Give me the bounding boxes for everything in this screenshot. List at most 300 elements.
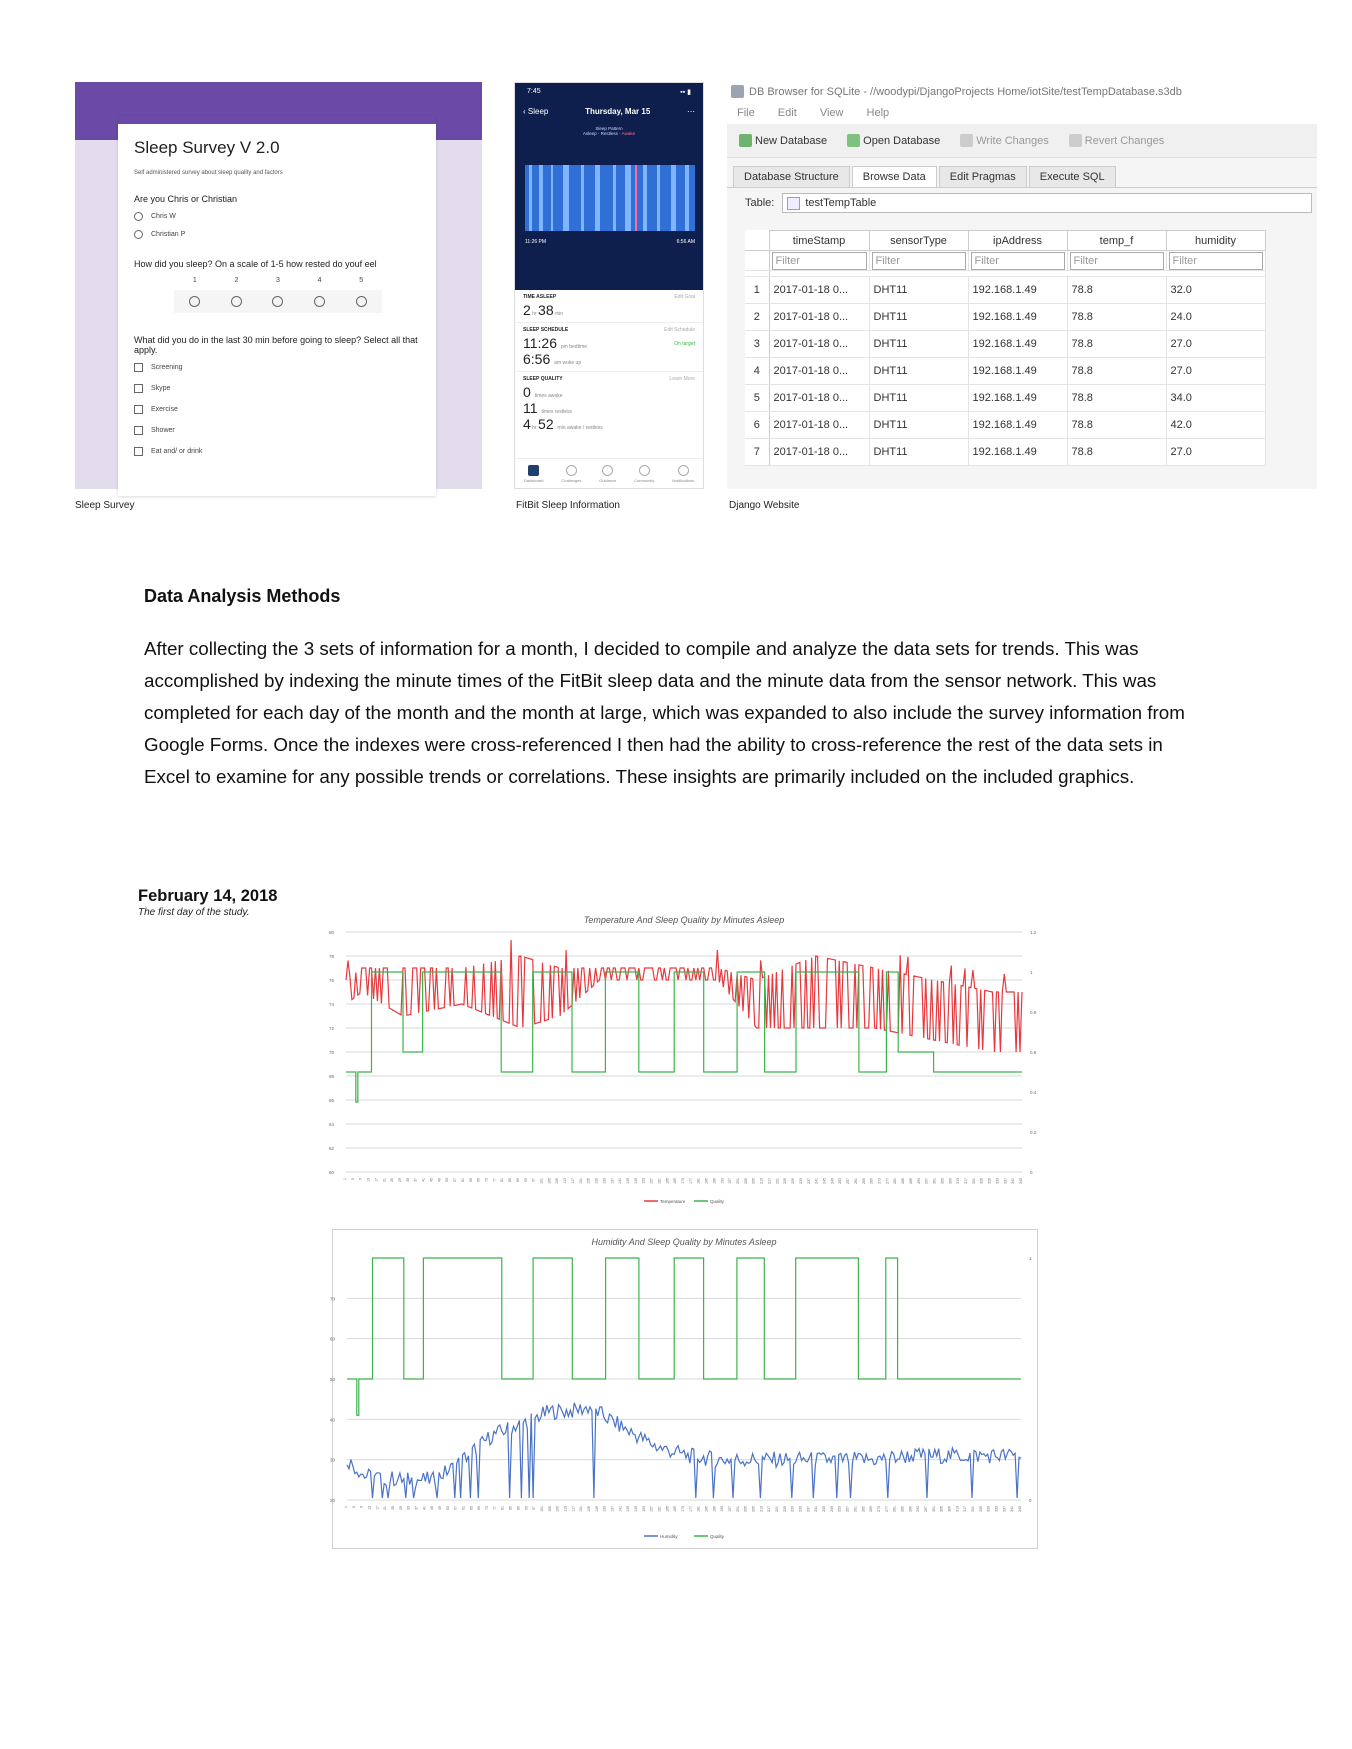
table-row[interactable]: [745, 385, 1265, 412]
x-tick-label: 249: [829, 1506, 834, 1512]
y-tick-label: 66: [328, 1098, 334, 1103]
x-tick-label: 257: [846, 1178, 851, 1184]
table-cell[interactable]: 192.168.1.49: [968, 277, 1067, 304]
x-tick-label: 125: [586, 1506, 591, 1512]
x-tick-label: 289: [908, 1178, 913, 1184]
survey-caption: Sleep Survey: [75, 500, 135, 511]
table-cell[interactable]: 32.0: [1166, 277, 1265, 304]
x-tick-label: 77: [492, 1178, 497, 1182]
x-tick-label: 293: [916, 1178, 921, 1184]
x-tick-label: 273: [877, 1178, 882, 1184]
y-tick-label: 60: [328, 1170, 334, 1175]
battery-icon: ▪▪ ▮: [680, 89, 691, 96]
legend-label: Quality: [710, 1199, 725, 1204]
series-line-humidity: [347, 1403, 1021, 1498]
table-cell[interactable]: 34.0: [1166, 385, 1265, 412]
scale-radio-2[interactable]: [231, 296, 242, 307]
survey-option-christian[interactable]: [134, 230, 420, 239]
option-label: Shower: [151, 427, 175, 434]
revert-changes-button[interactable]: [1069, 134, 1165, 147]
x-tick-label: 245: [822, 1178, 827, 1184]
learn-more-link[interactable]: Learn More: [669, 376, 695, 382]
table-cell[interactable]: 192.168.1.49: [968, 439, 1067, 466]
chart-title: Humidity And Sleep Quality by Minutes Asleep: [591, 1237, 777, 1247]
table-cell[interactable]: 192.168.1.49: [968, 385, 1067, 412]
x-tick-label: 125: [586, 1178, 591, 1184]
fitbit-nav: [515, 101, 703, 122]
x-tick-label: 97: [532, 1506, 537, 1510]
x-tick-label: 49: [438, 1506, 443, 1510]
corner-cell: [745, 231, 769, 251]
x-tick-label: 21: [383, 1506, 388, 1510]
x-tick-label: 105: [547, 1506, 552, 1512]
filter-input[interactable]: Filter: [971, 252, 1065, 270]
column-header[interactable]: sensorType: [869, 231, 968, 251]
menu-view[interactable]: View: [819, 107, 844, 119]
x-tick-label: 177: [688, 1506, 693, 1512]
y-tick-label: 64: [328, 1122, 334, 1127]
table-cell[interactable]: 2017-01-18 0...: [769, 304, 869, 331]
y2-tick-label: 0.8: [1030, 1010, 1037, 1015]
filter-cell: [869, 251, 968, 271]
edit-goal-link[interactable]: Edit Goal: [674, 294, 695, 300]
x-tick-label: 69: [476, 1178, 481, 1182]
y2-tick-label: 0.2: [1030, 1130, 1037, 1135]
table-cell[interactable]: 2017-01-18 0...: [769, 277, 869, 304]
y2-tick-label: 1: [1029, 1256, 1032, 1261]
column-header[interactable]: timeStamp: [769, 231, 869, 251]
x-tick-label: 181: [696, 1506, 701, 1512]
x-tick-label: 117: [570, 1178, 575, 1184]
y2-tick-label: 1.2: [1030, 930, 1037, 935]
table-cell[interactable]: 192.168.1.49: [968, 331, 1067, 358]
back-label: Sleep: [527, 107, 549, 116]
asleep-minutes: 38: [538, 302, 554, 318]
x-tick-label: 213: [759, 1178, 764, 1184]
table-cell[interactable]: 2017-01-18 0...: [769, 358, 869, 385]
new-database-button[interactable]: [739, 134, 827, 147]
x-tick-label: 217: [767, 1506, 772, 1512]
temperature-chart: [328, 900, 1038, 1220]
survey-check-exercise[interactable]: [134, 405, 420, 414]
tab-edit-pragmas[interactable]: Edit Pragmas: [939, 166, 1027, 187]
column-header[interactable]: humidity: [1166, 231, 1265, 251]
fitbit-header: [515, 83, 703, 290]
sleep-end: 6:56 AM: [676, 239, 695, 245]
x-tick-label: 141: [618, 1506, 623, 1512]
nav-community[interactable]: [634, 465, 654, 483]
menu-file[interactable]: File: [737, 107, 755, 119]
db-caption: Django Website: [729, 500, 800, 511]
x-tick-label: 309: [947, 1506, 952, 1512]
phone-status-bar: [515, 83, 703, 101]
y-tick-label: 70: [329, 1296, 335, 1302]
filter-cell: [1166, 251, 1265, 271]
x-tick-label: 1: [343, 1178, 347, 1180]
x-tick-label: 145: [626, 1506, 631, 1512]
filter-cell: [1067, 251, 1166, 271]
survey-check-eat[interactable]: [134, 447, 420, 456]
menu-help[interactable]: Help: [866, 107, 890, 119]
x-tick-label: 169: [673, 1506, 678, 1512]
chat-icon: [678, 465, 689, 476]
nav-guidance[interactable]: [599, 465, 616, 483]
x-tick-label: 129: [594, 1506, 599, 1512]
table-cell[interactable]: 27.0: [1166, 439, 1265, 466]
x-tick-label: 209: [751, 1506, 756, 1512]
back-button[interactable]: ‹ Sleep: [523, 107, 549, 116]
legend-restless: Restless: [600, 131, 618, 136]
x-tick-label: 337: [1002, 1506, 1007, 1512]
x-tick-label: 237: [806, 1178, 811, 1184]
fitbit-bottom-nav: [515, 458, 703, 488]
x-tick-label: 73: [484, 1178, 489, 1182]
checkbox-icon[interactable]: [134, 363, 143, 372]
table-row[interactable]: [745, 412, 1265, 439]
x-tick-label: 177: [688, 1178, 693, 1184]
x-tick-label: 9: [358, 1178, 363, 1180]
compass-icon: [602, 465, 613, 476]
survey-question-2: How did you sleep? On a scale of 1-5 how rested do youf eel: [134, 259, 377, 269]
filter-input[interactable]: Filter: [772, 252, 867, 270]
x-tick-label: 173: [681, 1506, 685, 1512]
x-tick-label: 157: [649, 1178, 654, 1184]
x-tick-label: 309: [948, 1178, 953, 1184]
table-row[interactable]: [745, 358, 1265, 385]
on-target-badge: On target: [674, 341, 695, 347]
temperature-chart-svg: [328, 900, 1038, 1220]
table-cell[interactable]: 2017-01-18 0...: [769, 331, 869, 358]
humidity-chart: [329, 1229, 1038, 1549]
x-tick-label: 9: [359, 1506, 364, 1508]
option-label: Chris W: [151, 213, 176, 220]
y-tick-label: 74: [328, 1002, 334, 1007]
x-tick-label: 253: [837, 1506, 842, 1512]
x-tick-label: 257: [845, 1506, 850, 1512]
y-tick-label: 30: [329, 1457, 335, 1463]
x-tick-label: 305: [939, 1506, 944, 1512]
table-cell[interactable]: DHT11: [869, 304, 968, 331]
x-tick-label: 109: [555, 1506, 560, 1512]
legend-label: Temperature: [660, 1199, 686, 1204]
survey-check-screening[interactable]: [134, 363, 420, 372]
scale-label: 3: [276, 277, 280, 284]
x-tick-label: 241: [814, 1506, 819, 1512]
table-cell[interactable]: DHT11: [869, 331, 968, 358]
x-tick-label: 185: [704, 1506, 709, 1512]
x-tick-label: 33: [405, 1178, 410, 1182]
asleep-hours: 2: [523, 302, 531, 318]
x-tick-label: 269: [869, 1178, 874, 1184]
x-tick-label: 77: [492, 1506, 497, 1510]
y-tick-label: 60: [329, 1336, 335, 1342]
table-cell[interactable]: 78.8: [1067, 304, 1166, 331]
x-tick-label: 281: [893, 1178, 898, 1184]
x-tick-label: 101: [539, 1178, 544, 1184]
scale-radio-3[interactable]: [272, 296, 283, 307]
x-tick-label: 201: [736, 1178, 741, 1184]
column-header[interactable]: ipAddress: [968, 231, 1067, 251]
table-cell[interactable]: 2017-01-18 0...: [769, 439, 869, 466]
x-tick-label: 57: [453, 1506, 458, 1510]
schedule-label: SLEEP SCHEDULE: [523, 327, 569, 333]
humidity-chart-svg: [329, 1230, 1037, 1548]
x-tick-label: 65: [468, 1178, 473, 1182]
table-row[interactable]: [745, 331, 1265, 358]
tab-browse-data[interactable]: Browse Data: [852, 166, 937, 187]
x-tick-label: 29: [398, 1506, 403, 1510]
scale-radio-1[interactable]: [189, 296, 200, 307]
x-tick-label: 149: [633, 1506, 638, 1512]
header-row: [745, 231, 1265, 251]
x-tick-label: 61: [461, 1506, 466, 1510]
radio-icon[interactable]: [134, 212, 143, 221]
x-tick-label: 37: [414, 1506, 419, 1510]
x-tick-label: 313: [956, 1178, 961, 1184]
scale-radio-4[interactable]: [314, 296, 325, 307]
x-tick-label: 53: [445, 1178, 450, 1182]
x-tick-label: 49: [437, 1178, 442, 1182]
x-tick-label: 1: [344, 1506, 348, 1508]
awake-unit: times awake: [534, 393, 563, 399]
x-tick-label: 121: [578, 1178, 583, 1184]
x-tick-label: 33: [406, 1506, 411, 1510]
table-cell[interactable]: 24.0: [1166, 304, 1265, 331]
x-tick-label: 193: [720, 1178, 725, 1184]
x-tick-label: 165: [665, 1506, 670, 1512]
table-cell[interactable]: 27.0: [1166, 331, 1265, 358]
table-cell[interactable]: 78.8: [1067, 412, 1166, 439]
y-tick-label: 76: [328, 978, 334, 983]
x-tick-label: 93: [523, 1178, 528, 1182]
db-window-title: DB Browser for SQLite - //woodypi/DjangoProjects Home/iotSite/testTempDatabase.s3db: [749, 86, 1182, 98]
series-line-quality: [346, 972, 1022, 1102]
sleep-quality-section: SLEEP QUALITY Learn More 0 times awake 11 times restless 4 hr 52 min awake / restless: [523, 376, 695, 432]
survey-scale-labels: [174, 277, 382, 284]
y-tick-label: 80: [328, 930, 334, 935]
filter-input[interactable]: Filter: [1169, 252, 1263, 270]
x-tick-label: 285: [901, 1178, 906, 1184]
db-toolbar: [727, 124, 1317, 158]
x-tick-label: 97: [531, 1178, 536, 1182]
survey-check-shower[interactable]: [134, 426, 420, 435]
x-tick-label: 117: [571, 1506, 576, 1512]
chart-title: Temperature And Sleep Quality by Minutes Asleep: [583, 915, 785, 925]
table-cell[interactable]: 192.168.1.49: [968, 358, 1067, 385]
x-tick-label: 253: [838, 1178, 843, 1184]
x-tick-label: 161: [657, 1178, 662, 1184]
column-header[interactable]: temp_f: [1067, 231, 1166, 251]
x-tick-label: 89: [516, 1506, 521, 1510]
sleep-start: 11:26 PM: [525, 239, 547, 245]
table-cell[interactable]: DHT11: [869, 385, 968, 412]
x-tick-label: 269: [869, 1506, 874, 1512]
status-time: 7:45: [527, 88, 541, 95]
x-tick-label: 113: [563, 1178, 568, 1184]
option-label: Skype: [151, 385, 171, 392]
table-cell[interactable]: DHT11: [869, 277, 968, 304]
table-icon: [787, 197, 800, 210]
write-changes-icon: [960, 134, 973, 147]
x-tick-label: 233: [798, 1178, 803, 1184]
nav-label: Guidance: [599, 477, 617, 483]
filter-input[interactable]: Filter: [1070, 252, 1164, 270]
x-tick-label: 13: [367, 1506, 372, 1510]
series-line-quality: [347, 1258, 1021, 1415]
table-select[interactable]: [782, 193, 1312, 213]
checkbox-icon[interactable]: [134, 426, 143, 435]
sleep-time-range: [525, 239, 695, 245]
table-cell[interactable]: 78.8: [1067, 331, 1166, 358]
bedtime: 11:26: [523, 335, 557, 351]
x-tick-label: 289: [908, 1506, 913, 1512]
checkbox-icon[interactable]: [134, 447, 143, 456]
table-cell[interactable]: 78.8: [1067, 277, 1166, 304]
x-tick-label: 221: [775, 1506, 780, 1512]
awake-count: 0: [523, 384, 531, 400]
survey-check-skype[interactable]: [134, 384, 420, 393]
y-tick-label: 20: [329, 1498, 335, 1503]
table-cell[interactable]: 2017-01-18 0...: [769, 412, 869, 439]
tab-database-structure[interactable]: Database Structure: [733, 166, 850, 187]
x-tick-label: 333: [994, 1506, 999, 1512]
x-tick-label: 273: [876, 1506, 881, 1512]
x-tick-label: 197: [728, 1178, 733, 1184]
x-tick-label: 297: [924, 1178, 929, 1184]
x-tick-label: 205: [743, 1178, 748, 1184]
x-tick-label: 225: [782, 1506, 787, 1512]
x-tick-label: 181: [696, 1178, 701, 1184]
x-tick-label: 321: [970, 1506, 975, 1512]
filter-input[interactable]: Filter: [872, 252, 966, 270]
x-tick-label: 265: [861, 1178, 866, 1184]
fitbit-caption: FitBit Sleep Information: [516, 500, 620, 511]
x-tick-label: 297: [923, 1506, 928, 1512]
restless-count: 11: [523, 400, 538, 416]
day-title: February 14, 2018: [138, 887, 278, 905]
row-number: 5: [745, 385, 769, 412]
x-tick-label: 5: [351, 1506, 356, 1508]
table-cell[interactable]: 192.168.1.49: [968, 304, 1067, 331]
table-cell[interactable]: 42.0: [1166, 412, 1265, 439]
x-tick-label: 337: [1003, 1178, 1008, 1184]
x-tick-label: 189: [712, 1506, 717, 1512]
db-menu-bar: [727, 102, 1317, 124]
awake-restless-hours: 4: [523, 416, 531, 432]
checkbox-icon[interactable]: [134, 405, 143, 414]
x-tick-label: 225: [783, 1178, 788, 1184]
revert-changes-icon: [1069, 134, 1082, 147]
x-tick-label: 197: [728, 1506, 733, 1512]
table-row[interactable]: [745, 277, 1265, 304]
x-tick-label: 145: [625, 1178, 630, 1184]
table-cell[interactable]: 78.8: [1067, 439, 1166, 466]
toolbar-label: Open Database: [863, 134, 941, 147]
x-tick-label: 25: [390, 1178, 395, 1182]
sleep-pattern-bars: [525, 165, 695, 231]
table-cell[interactable]: 78.8: [1067, 358, 1166, 385]
edit-schedule-link[interactable]: Edit Schedule: [664, 327, 695, 333]
survey-option-chris[interactable]: [134, 212, 420, 221]
fitbit-screenshot: [514, 82, 704, 489]
x-tick-label: 301: [931, 1506, 936, 1512]
scale-radio-5[interactable]: [356, 296, 367, 307]
nav-label: Community: [634, 477, 655, 483]
x-tick-label: 141: [618, 1178, 623, 1184]
legend-asleep: Asleep: [582, 131, 597, 136]
db-title-bar: [727, 82, 1317, 102]
community-icon: [639, 465, 650, 476]
x-tick-label: 173: [681, 1178, 685, 1184]
filter-row: [745, 251, 1265, 271]
row-number: 6: [745, 412, 769, 439]
x-tick-label: 321: [971, 1178, 976, 1184]
nav-dashboard[interactable]: [524, 465, 544, 483]
checkbox-icon[interactable]: [134, 384, 143, 393]
write-changes-button[interactable]: [960, 134, 1049, 147]
db-tabs: [727, 162, 1317, 188]
x-tick-label: 261: [853, 1506, 858, 1512]
x-tick-label: 17: [375, 1506, 380, 1510]
x-tick-label: 13: [366, 1178, 371, 1182]
option-label: Christian P: [151, 231, 186, 238]
table-row[interactable]: [745, 439, 1265, 466]
x-tick-label: 113: [563, 1506, 568, 1512]
table-row[interactable]: [745, 304, 1265, 331]
table-cell[interactable]: 2017-01-18 0...: [769, 385, 869, 412]
scale-label: 2: [234, 277, 239, 284]
more-icon[interactable]: ⋯: [686, 107, 695, 116]
y-tick-label: 40: [329, 1417, 335, 1423]
legend-title: Sleep Pattern: [595, 126, 623, 131]
x-tick-label: 261: [853, 1178, 858, 1184]
scale-label: 1: [192, 277, 197, 284]
table-cell[interactable]: 27.0: [1166, 358, 1265, 385]
tab-execute-sql[interactable]: Execute SQL: [1029, 166, 1116, 187]
challenges-icon: [566, 465, 577, 476]
nav-notifications[interactable]: [672, 465, 694, 483]
x-tick-label: 189: [712, 1178, 717, 1184]
radio-icon[interactable]: [134, 230, 143, 239]
x-tick-label: 317: [963, 1506, 968, 1512]
x-tick-label: 109: [555, 1178, 560, 1184]
table-cell[interactable]: DHT11: [869, 439, 968, 466]
x-tick-label: 213: [759, 1506, 764, 1512]
nav-challenges[interactable]: [561, 465, 581, 483]
survey-question-1: Are you Chris or Christian: [134, 194, 238, 204]
table-cell[interactable]: 78.8: [1067, 385, 1166, 412]
x-tick-label: 57: [453, 1178, 458, 1182]
x-tick-label: 293: [916, 1506, 921, 1512]
x-tick-label: 89: [515, 1178, 520, 1182]
x-tick-label: 345: [1018, 1506, 1022, 1512]
option-label: Eat and/ or drink: [151, 448, 203, 455]
menu-edit[interactable]: Edit: [777, 107, 797, 119]
survey-screenshot: [75, 82, 482, 489]
x-tick-label: 105: [547, 1178, 552, 1184]
filter-cell: [769, 251, 869, 271]
table-cell[interactable]: 192.168.1.49: [968, 412, 1067, 439]
x-tick-label: 165: [665, 1178, 670, 1184]
x-tick-label: 341: [1010, 1506, 1015, 1512]
table-cell[interactable]: DHT11: [869, 412, 968, 439]
bedtime-unit: pm bedtime: [560, 344, 588, 350]
open-database-button[interactable]: [847, 134, 940, 147]
toolbar-label: New Database: [755, 134, 828, 147]
awake-restless-unit: min awake / restless: [557, 425, 603, 431]
y-tick-label: 70: [328, 1050, 334, 1055]
table-cell[interactable]: DHT11: [869, 358, 968, 385]
